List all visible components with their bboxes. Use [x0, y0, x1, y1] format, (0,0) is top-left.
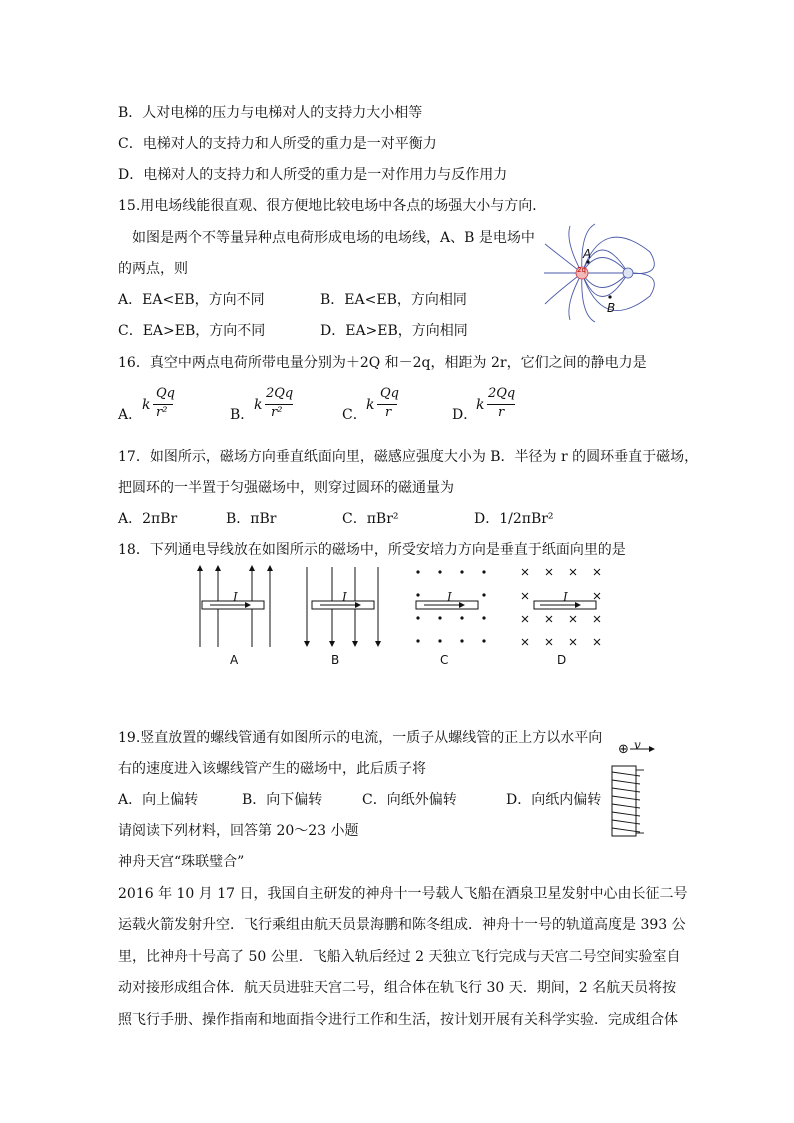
electric-field-figure	[540, 222, 670, 322]
figure-label-c: C	[440, 653, 449, 667]
q17-option-d: D．1/2πBr²	[474, 511, 554, 527]
solenoid-figure	[600, 740, 660, 840]
q17-option-c: C．πBr²	[342, 511, 399, 527]
point-a-label: A	[583, 247, 592, 261]
figure-label-a: A	[230, 653, 239, 667]
q17-stem-line2: 把圆环的一半置于匀强磁场中，则穿过圆环的磁通量为	[118, 480, 454, 496]
q15-stem: 15.用电场线能很直观、很方便地比较电场中各点的场强大小与方向．	[118, 198, 547, 214]
point-b-label: B	[607, 301, 616, 315]
current-label-a: I	[233, 590, 238, 604]
q19-stem-line2: 右的速度进入该螺线管产生的磁场中，此后质子将	[118, 761, 426, 777]
reading-paragraph-line2: 运载火箭发射升空．飞行乘组由航天员景海鹏和陈冬组成．神舟十一号的轨道高度是 393 公	[118, 917, 686, 933]
magnetic-field-figures	[190, 562, 620, 652]
q15-option-b: B．EA<EB，方向相同	[320, 292, 467, 308]
velocity-label: v	[634, 738, 641, 752]
q16-stem: 16．真空中两点电荷所带电量分别为＋2Q 和－2q，相距为 2r，它们之间的静电力是	[118, 355, 647, 371]
q14-option-b: B．人对电梯的压力与电梯对人的支持力大小相等	[118, 105, 423, 121]
reading-paragraph-line1: 2016 年 10 月 17 日，我国自主研发的神舟十一号载人飞船在酒泉卫星发射中心由长征二号	[118, 886, 688, 902]
reading-paragraph-line3: 里，比神舟十号高了 50 公里．飞船入轨后经过 2 天独立飞行完成与天宫二号空间实验室自	[118, 949, 681, 965]
q14-option-c: C．电梯对人的支持力和人所受的重力是一对平衡力	[118, 136, 437, 152]
reading-paragraph-line5: 照飞行手册、操作指南和地面指令进行工作和生活，按计划开展有关科学实验．完成组合体	[118, 1012, 678, 1028]
q19-option-c: C．向纸外偏转	[362, 792, 457, 808]
q17-stem: 17．如图所示，磁场方向垂直纸面向里，磁感应强度大小为 B．半径为 r 的圆环垂直于磁场，	[118, 449, 699, 465]
q14-option-d: D．电梯对人的支持力和人所受的重力是一对作用力与反作用力	[118, 167, 508, 183]
q15-option-a: A．EA<EB，方向不同	[118, 292, 265, 308]
current-label-c: I	[447, 590, 452, 604]
q19-option-a: A．向上偏转	[118, 792, 199, 808]
q15-stem-line2: 如图是两个不等量异种点电荷形成电场的电场线，A、B 是电场中	[132, 230, 535, 246]
figure-label-b: B	[331, 653, 340, 667]
q19-stem: 19.竖直放置的螺线管通有如图所示的电流，一质子从螺线管的正上方以水平向	[118, 730, 603, 746]
figure-label-d: D	[557, 653, 567, 667]
q18-stem: 18．下列通电导线放在如图所示的磁场中，所受安培力方向是垂直于纸面向里的是	[118, 542, 626, 558]
current-label-b: I	[342, 590, 347, 604]
reading-paragraph-line4: 动对接形成组合体．航天员进驻天宫二号，组合体在轨飞行 30 天．期间，2 名航天员将按	[118, 980, 677, 996]
charge-label: 2q	[577, 266, 586, 274]
reading-title: 神舟天宫“珠联璧合”	[118, 854, 245, 870]
q17-option-b: B．πBr	[226, 511, 277, 527]
q15-option-c: C．EA>EB，方向不同	[118, 323, 266, 339]
q19-option-d: D．向纸内偏转	[506, 792, 602, 808]
q19-option-b: B．向下偏转	[242, 792, 323, 808]
q17-option-a: A．2πBr	[118, 511, 178, 527]
q15-stem-line3: 的两点，则	[118, 261, 188, 277]
q15-option-d: D．EA>EB，方向相同	[320, 323, 468, 339]
reading-intro: 请阅读下列材料，回答第 20～23 小题	[118, 823, 359, 839]
proton-icon: ⊕	[618, 742, 629, 757]
current-label-d: I	[563, 590, 568, 604]
